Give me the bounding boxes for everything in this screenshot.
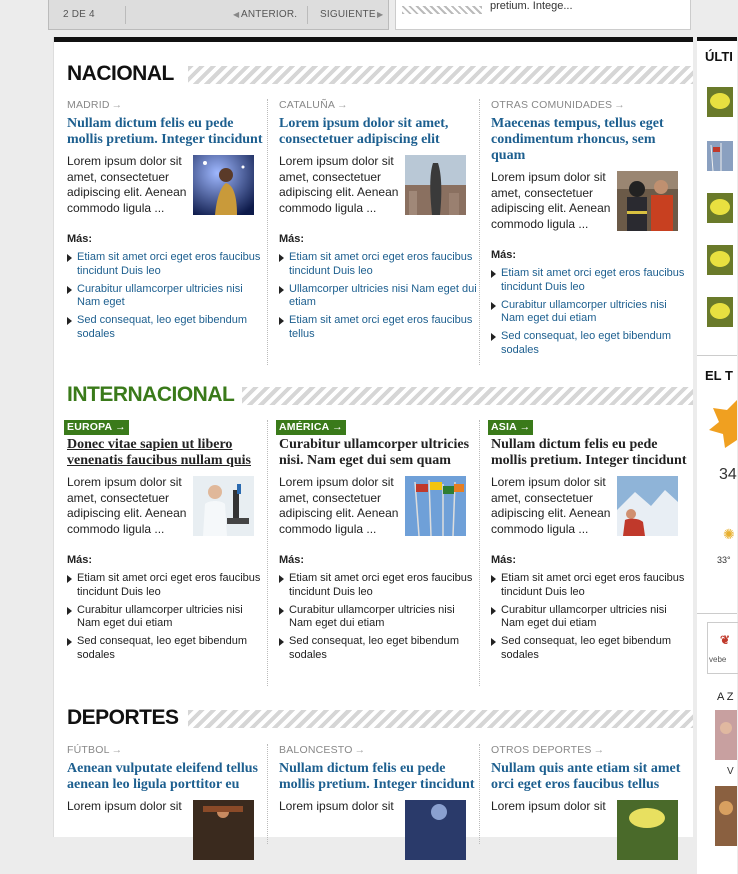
pager-bar <box>48 0 389 30</box>
article-headline[interactable]: Curabitur ullamcorper ultricies nisi. Nam eget dui sem quam <box>279 437 470 468</box>
section-title[interactable]: NACIONAL <box>67 62 180 86</box>
related-link[interactable]: Etiam sit amet orci eget eros faucibus tincidunt Duis leo <box>279 572 476 599</box>
arrow-right-icon: → <box>115 421 126 433</box>
article-summary: Lorem ipsum dolor sit <box>279 799 394 813</box>
related-link[interactable]: Etiam sit amet orci eget eros faucibus tincidunt Duis leo <box>67 572 264 599</box>
bullet-icon <box>491 333 496 341</box>
city-skyline-photo[interactable] <box>405 155 466 215</box>
scientist-microscope-photo[interactable] <box>193 476 254 536</box>
related-link[interactable]: Sed consequat, leo eget bibendum sodales <box>67 635 264 662</box>
article-summary: Lorem ipsum dolor sit amet, consectetuer adipiscing elit. Aenean commodo ligula ... <box>491 170 611 231</box>
news-thumbnail[interactable] <box>707 193 733 223</box>
related-link[interactable]: Sed consequat, leo eget bibendum sodales <box>279 635 476 662</box>
section-kicker: OTRAS COMUNIDADES → <box>491 99 625 111</box>
article-column <box>488 420 688 667</box>
mountain-climber-photo[interactable] <box>617 476 678 536</box>
news-thumbnail[interactable] <box>707 245 733 275</box>
ad-photo[interactable] <box>715 710 737 760</box>
article-column <box>491 744 691 871</box>
main-column <box>53 37 693 837</box>
arrow-right-icon: → <box>111 99 123 111</box>
article-column <box>64 420 264 667</box>
article-column <box>67 99 267 346</box>
stripe-decoration <box>188 66 693 84</box>
weather-title: EL T <box>705 368 733 383</box>
more-label: Más: <box>279 233 305 245</box>
article-column <box>279 744 479 871</box>
article-headline[interactable]: Maecenas tempus, tellus eget condimentum rhoncus, sem quam <box>491 116 664 163</box>
related-link[interactable]: Etiam sit amet orci eget eros faucibus tincidunt Duis leo <box>491 572 688 599</box>
stripe-decoration <box>242 387 693 405</box>
arrow-right-icon: → <box>354 744 366 756</box>
article-summary: Lorem ipsum dolor sit <box>491 799 606 813</box>
article-body <box>279 475 476 547</box>
next-button[interactable]: SIGUIENTE <box>320 9 376 20</box>
column-divider <box>479 420 480 686</box>
related-links <box>279 572 476 662</box>
article-summary: Lorem ipsum dolor sit amet, consectetuer adipiscing elit. Aenean commodo ligula ... <box>491 475 611 536</box>
more-label: Más: <box>279 554 305 566</box>
bullet-icon <box>491 270 496 278</box>
related-link[interactable]: Ullamcorper ultricies nisi Nam eget dui etiam <box>279 283 479 310</box>
article-headline[interactable]: Aenean vulputate eleifend tellus aenean leo ligula porttitor eu <box>67 761 258 792</box>
bullet-icon <box>279 254 284 262</box>
column-divider <box>267 420 268 686</box>
ad-logo-box[interactable] <box>707 622 738 674</box>
article-summary: Lorem ipsum dolor sit <box>67 799 182 813</box>
related-links <box>491 267 691 357</box>
related-links <box>67 572 264 662</box>
region-tag[interactable]: EUROPA → <box>64 420 129 435</box>
weather-temp: 34 <box>719 466 737 483</box>
section-kicker: FÚTBOL → <box>67 744 123 756</box>
chevron-right-icon: ▶ <box>377 10 384 19</box>
flags-photo[interactable] <box>405 476 466 536</box>
related-link[interactable]: Etiam sit amet orci eget eros faucibus tellus <box>279 314 479 341</box>
firefighter-photo[interactable] <box>617 171 678 231</box>
related-link[interactable]: Curabitur ullamcorper ultricies nisi Nam eget dui etiam <box>491 299 691 326</box>
article-column <box>276 420 476 667</box>
bullet-icon <box>491 638 496 646</box>
article-headline[interactable]: Nullam dictum felis eu pede mollis pretium. Integer tincidunt <box>67 116 263 147</box>
bullet-icon <box>67 286 72 294</box>
bullet-icon <box>279 607 284 615</box>
ad-logo-icon: ❦ <box>720 633 731 647</box>
article-column <box>491 99 691 362</box>
top-rule <box>54 37 693 42</box>
sun-icon <box>707 396 737 456</box>
section-title[interactable]: DEPORTES <box>67 706 185 730</box>
ad-logo-text: vebe <box>709 655 727 664</box>
article-body <box>67 799 267 871</box>
related-link[interactable]: Etiam sit amet orci eget eros faucibus tincidunt Duis leo <box>67 251 267 278</box>
bullet-icon <box>491 607 496 615</box>
column-divider <box>479 99 480 365</box>
related-link[interactable]: Curabitur ullamcorper ultricies nisi Nam eget dui etiam <box>491 604 688 631</box>
chevron-left-icon: ◀ <box>233 10 240 19</box>
article-column <box>279 99 479 346</box>
weather-box <box>697 355 737 606</box>
ad-letter: V <box>727 766 734 777</box>
bullet-icon <box>491 302 496 310</box>
article-headline[interactable]: Nullam dictum felis eu pede mollis pretium. Integer tincidunt <box>279 761 475 792</box>
article-summary: Lorem ipsum dolor sit amet, consectetuer adipiscing elit. Aenean commodo ligula ... <box>279 154 399 215</box>
divider <box>307 6 308 24</box>
column-divider <box>267 99 268 365</box>
article-headline[interactable]: Lorem ipsum dolor sit amet, consectetuer adipiscing elit <box>279 116 449 147</box>
small-sun-icon: ✺ <box>723 526 735 542</box>
arrow-right-icon: → <box>519 421 531 433</box>
related-link[interactable]: Etiam sit amet orci eget eros faucibus tincidunt Duis leo <box>279 251 479 278</box>
arrow-right-icon: → <box>332 421 343 433</box>
article-body <box>491 799 691 871</box>
article-body <box>67 154 267 226</box>
bullet-icon <box>67 575 72 583</box>
article-body <box>67 475 264 547</box>
article-summary: Lorem ipsum dolor sit amet, consectetuer adipiscing elit. Aenean commodo ligula ... <box>67 154 187 215</box>
column-divider <box>479 744 480 844</box>
ad-caption: A Z <box>717 691 734 703</box>
section-kicker <box>276 420 476 434</box>
section-header-deportes <box>67 706 693 732</box>
arrow-right-icon: → <box>337 99 348 111</box>
top-right-box <box>395 0 691 30</box>
stripe-decoration <box>188 710 693 728</box>
bullet-icon <box>67 317 72 325</box>
related-link[interactable]: Etiam sit amet orci eget eros faucibus tincidunt Duis leo <box>491 267 691 294</box>
page-count: 2 DE 4 <box>63 9 95 20</box>
bullet-icon <box>279 575 284 583</box>
column-divider <box>267 744 268 844</box>
article-summary: Lorem ipsum dolor sit amet, consectetuer adipiscing elit. Aenean commodo ligula ... <box>67 475 187 536</box>
article-body <box>491 475 688 547</box>
article-body <box>279 799 479 871</box>
prev-button[interactable]: ANTERIOR. <box>241 9 298 20</box>
related-link[interactable]: Sed consequat, leo eget bibendum sodales <box>491 330 691 357</box>
bullet-icon <box>279 317 284 325</box>
section-header-internacional <box>67 383 693 409</box>
article-body <box>491 170 691 242</box>
section-kicker: CATALUÑA → <box>279 99 348 111</box>
article-summary: Lorem ipsum dolor sit amet, consectetuer adipiscing elit. Aenean commodo ligula ... <box>279 475 399 536</box>
latest-news-title: ÚLTI <box>705 49 733 64</box>
bullet-icon <box>67 607 72 615</box>
singer-photo[interactable] <box>193 155 254 215</box>
related-link[interactable]: Sed consequat, leo eget bibendum sodales <box>491 635 688 662</box>
article-headline[interactable]: Nullam quis ante etiam sit amet orci eget eros faucibus tellus <box>491 761 681 792</box>
more-label: Más: <box>67 233 93 245</box>
divider <box>125 6 126 24</box>
bullet-icon <box>67 638 72 646</box>
article-headline[interactable]: Donec vitae sapien ut libero venenatis faucibus nullam quis <box>67 437 251 468</box>
sports-photo[interactable] <box>193 800 254 860</box>
latest-news-box <box>697 37 737 351</box>
drink-photo[interactable] <box>617 800 678 860</box>
bullet-icon <box>67 254 72 262</box>
arrow-right-icon: → <box>593 744 605 756</box>
section-kicker: OTROS DEPORTES → <box>491 744 605 756</box>
bullet-icon <box>491 575 496 583</box>
arrow-right-icon: → <box>614 99 625 111</box>
more-label: Más: <box>491 554 517 566</box>
region-tag[interactable]: ASIA → <box>488 420 533 435</box>
teaser-text[interactable]: pretium. Intege... <box>490 0 573 12</box>
related-link[interactable]: Sed consequat, leo eget bibendum sodales <box>67 314 267 341</box>
news-thumbnail[interactable] <box>707 141 733 171</box>
news-thumbnail[interactable] <box>707 87 733 117</box>
right-sidebar <box>697 37 737 837</box>
section-kicker: MADRID → <box>67 99 123 111</box>
bullet-icon <box>279 638 284 646</box>
arrow-right-icon: → <box>111 744 123 756</box>
related-links <box>491 572 688 662</box>
more-label: Más: <box>491 249 517 261</box>
ad-box <box>697 613 737 874</box>
section-title[interactable]: INTERNACIONAL <box>67 383 240 407</box>
ad-photo[interactable] <box>715 786 737 846</box>
article-headline[interactable]: Nullam dictum felis eu pede mollis pretium. Integer tincidunt <box>491 437 687 468</box>
related-links <box>67 251 267 341</box>
news-thumbnail[interactable] <box>707 297 733 327</box>
section-header-nacional <box>67 62 693 88</box>
section-kicker <box>64 420 264 434</box>
section-kicker <box>488 420 688 434</box>
related-link[interactable]: Curabitur ullamcorper ultricies nisi Nam eget <box>67 283 267 310</box>
related-links <box>279 251 479 341</box>
related-link[interactable]: Curabitur ullamcorper ultricies nisi Nam eget dui etiam <box>279 604 476 631</box>
region-tag[interactable]: AMÉRICA → <box>276 420 346 435</box>
more-label: Más: <box>67 554 93 566</box>
section-kicker: BALONCESTO → <box>279 744 366 756</box>
article-column <box>67 744 267 871</box>
basketball-photo[interactable] <box>405 800 466 860</box>
weather-small-temp: 33° <box>717 555 731 565</box>
bullet-icon <box>279 286 284 294</box>
article-body <box>279 154 479 226</box>
hatch-decoration <box>402 6 482 14</box>
related-link[interactable]: Curabitur ullamcorper ultricies nisi Nam eget dui etiam <box>67 604 264 631</box>
